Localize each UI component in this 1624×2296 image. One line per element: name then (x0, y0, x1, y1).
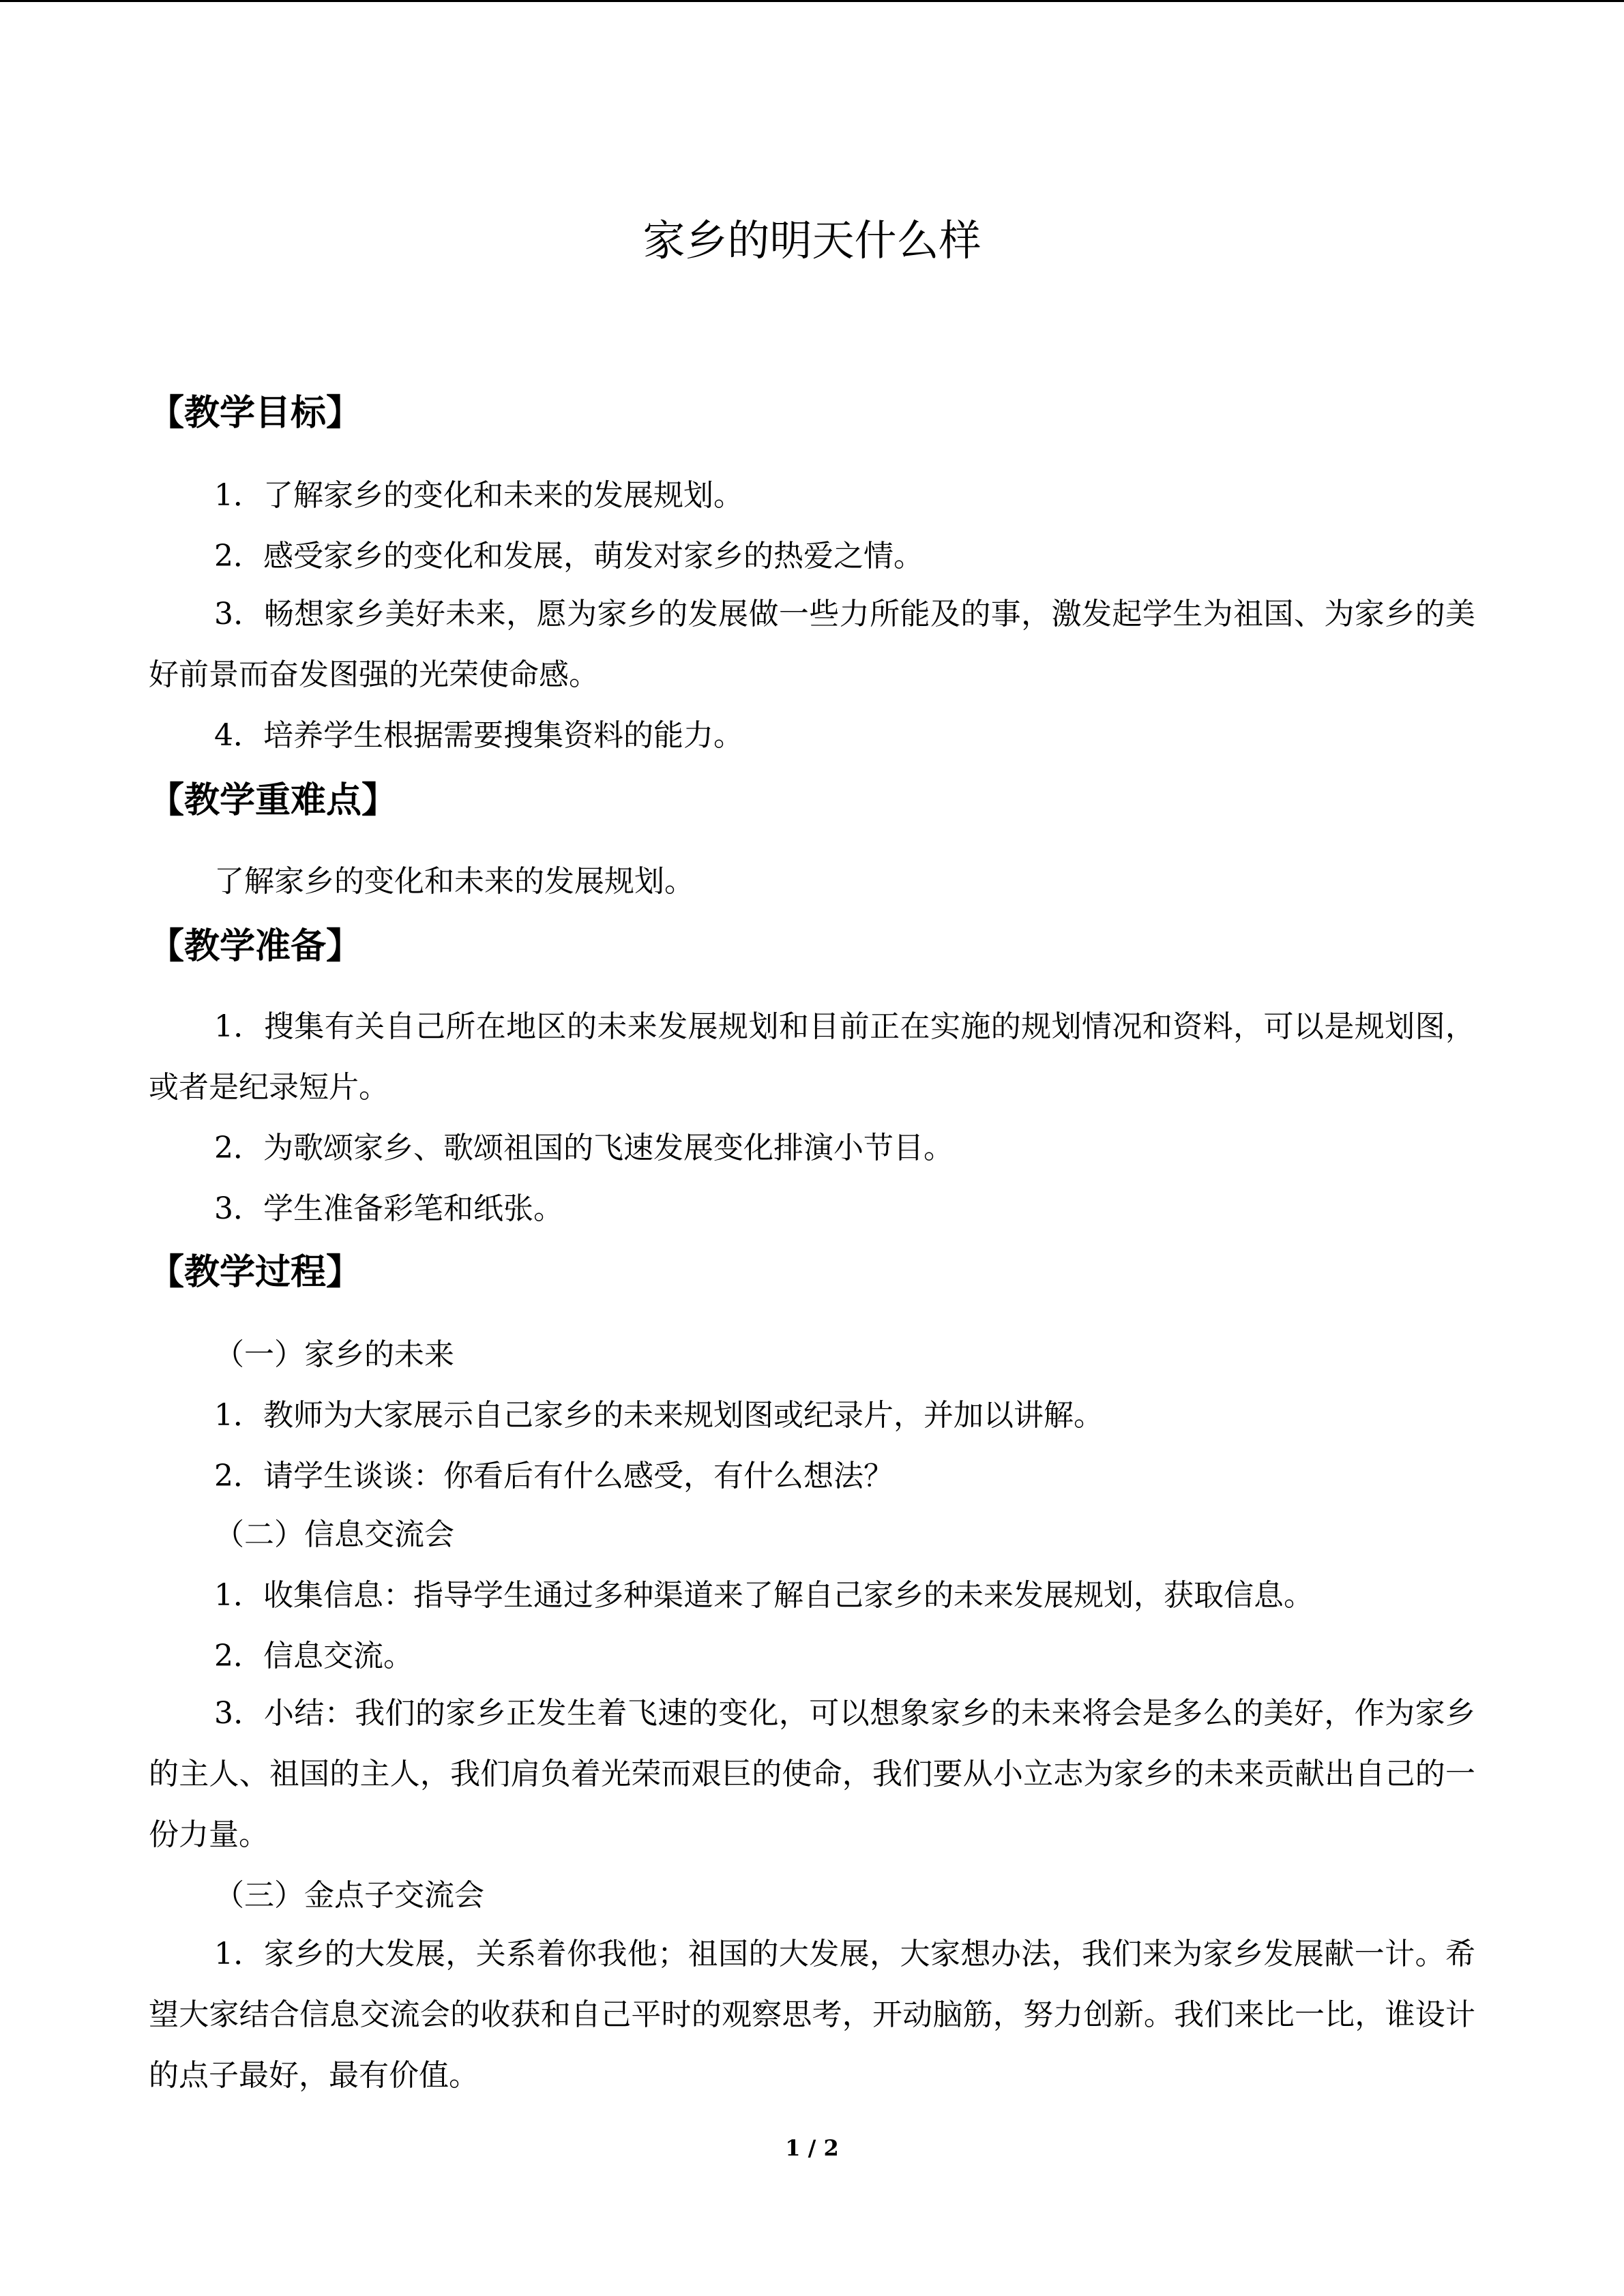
process-part1-item-1: 1．教师为大家展示自己家乡的未来规划图或纪录片，并加以讲解。 (214, 1398, 1104, 1433)
process-part2-item-1: 1．收集信息：指导学生通过多种渠道来了解自己家乡的未来发展规划，获取信息。 (214, 1578, 1314, 1613)
document-title: 家乡的明天什么样 (643, 215, 981, 265)
section-heading-preparation: 【教学准备】 (149, 926, 362, 967)
page-number: 1 / 2 (785, 2135, 839, 2161)
section-heading-goals: 【教学目标】 (149, 393, 362, 434)
process-part2-item-3: 3．小结：我们的家乡正发生着飞速的变化，可以想象家乡的未来将会是多么的美好，作为家乡的主人、祖国的主人，我们肩负着光荣而艰巨的使命，我们要从小立志为家乡的未来贡献出自己的一份力量。 (149, 1696, 1475, 1852)
process-part3-item-1: 1．家乡的大发展，关系着你我他；祖国的大发展，大家想办法，我们来为家乡发展献一计。希望大家结合信息交流会的收获和自己平时的观察思考，开动脑筋，努力创新。我们来比一比，谁设计的点子最好，最有价值。 (149, 1937, 1475, 2093)
preparation-item-2: 2．为歌颂家乡、歌颂祖国的飞速发展变化排演小节目。 (214, 1131, 954, 1165)
process-part2-item-2: 2．信息交流。 (214, 1639, 413, 1673)
goal-item-2: 2．感受家乡的变化和发展，萌发对家乡的热爱之情。 (214, 539, 924, 573)
goal-item-1: 1．了解家乡的变化和未来的发展规划。 (214, 478, 743, 513)
process-part1-item-2: 2．请学生谈谈：你看后有什么感受，有什么想法？ (214, 1459, 894, 1493)
section-heading-key-points: 【教学重难点】 (149, 780, 398, 821)
top-border-line (0, 0, 1624, 2)
preparation-item-1: 1．搜集有关自己所在地区的未来发展规划和目前正在实施的规划情况和资料，可以是规划图，或者是纪录短片。 (149, 1009, 1475, 1105)
preparation-item-3: 3．学生准备彩笔和纸张。 (214, 1191, 563, 1226)
process-subheading-1: （一）家乡的未来 (214, 1337, 454, 1372)
goal-item-3: 3．畅想家乡美好未来，愿为家乡的发展做一些力所能及的事，激发起学生为祖国、为家乡的美好前景而奋发图强的光荣使命感。 (149, 597, 1475, 692)
goal-item-4: 4．培养学生根据需要搜集资料的能力。 (214, 718, 743, 753)
process-subheading-3: （三）金点子交流会 (214, 1878, 484, 1913)
section-heading-process: 【教学过程】 (149, 1252, 362, 1293)
key-points-text: 了解家乡的变化和未来的发展规划。 (214, 864, 694, 899)
process-subheading-2: （二）信息交流会 (214, 1517, 454, 1552)
